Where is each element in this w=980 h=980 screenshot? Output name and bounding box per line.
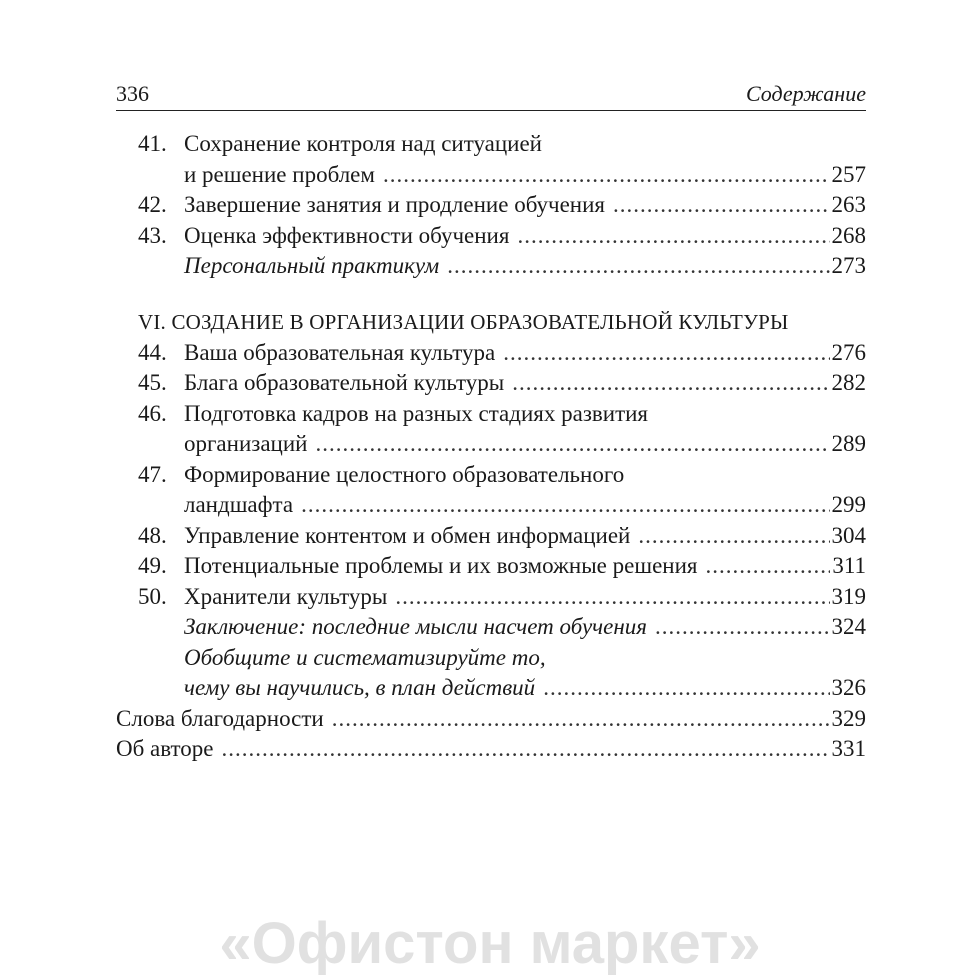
toc-entry-about-author [116, 734, 866, 765]
toc-entry-title-cont: организаций [184, 431, 308, 456]
toc-entry-page: 329 [831, 705, 866, 731]
dot-leader [383, 160, 830, 191]
toc-entry-title: Оценка эффективности обучения [184, 222, 510, 248]
toc-entry-title: Слова благодарности [116, 705, 324, 731]
toc-entry-page: 299 [831, 492, 866, 517]
toc-entry-43 [116, 221, 866, 252]
dot-leader [222, 734, 830, 765]
toc-entry-summary-line1 [116, 643, 866, 674]
toc-entry-page: 324 [831, 614, 866, 639]
toc-entry-number: 48. [138, 522, 167, 548]
dot-leader [638, 521, 829, 552]
toc-entry-number: 41. [138, 131, 167, 156]
toc-entry-number: 43. [138, 222, 167, 248]
toc-entry-number: 46. [138, 400, 167, 426]
dot-leader [315, 429, 829, 460]
toc-entry-number: 45. [138, 370, 167, 395]
dot-leader [512, 368, 829, 399]
toc-entry-49 [116, 551, 866, 582]
toc-entry-page: 273 [831, 253, 866, 278]
toc-entry-page: 289 [831, 431, 866, 456]
toc-entry-50 [116, 582, 866, 613]
toc-entry-title: Потенциальные проблемы и их возможные решения [184, 553, 698, 578]
toc-entry-title-cont: и решение проблем [184, 161, 375, 187]
dot-leader [395, 582, 829, 613]
toc-entry-page: 263 [831, 192, 866, 217]
toc-entry-number: 50. [138, 583, 167, 609]
toc-entry-42 [116, 190, 866, 221]
dot-leader [613, 190, 830, 221]
toc-entry-44 [116, 338, 866, 369]
toc-entry-summary-line2 [116, 673, 866, 704]
toc-entry-title: Управление контентом и обмен информацией [184, 522, 631, 548]
toc-entry-title: Об авторе [116, 736, 214, 761]
toc-entry-title: Обобщите и систематизируйте то, [184, 644, 546, 670]
toc-entry-title-cont: чему вы научились, в план действий [184, 675, 536, 700]
toc-entry-acknowledgements [116, 704, 866, 735]
toc-entry-45 [116, 368, 866, 399]
toc-entry-page: 319 [831, 583, 866, 609]
dot-leader [301, 490, 829, 521]
toc-entry-number: 47. [138, 461, 167, 487]
toc-entry-practicum [116, 251, 866, 282]
toc-entry-page: 326 [831, 675, 866, 700]
toc-entry-title-cont: ландшафта [184, 492, 294, 517]
toc-entry-number: 44. [138, 339, 167, 365]
toc-entry-page: 331 [831, 736, 866, 761]
toc-entry-page: 311 [832, 553, 866, 578]
toc-entry-46-line2 [116, 429, 866, 460]
toc-entry-number: 49. [138, 553, 167, 578]
running-title: Содержание [745, 81, 866, 106]
dot-leader [705, 551, 830, 582]
dot-leader [503, 338, 829, 369]
toc-entry-41-line1 [116, 129, 866, 160]
toc-entry-title: Формирование целостного образовательного [184, 461, 625, 487]
dot-leader [543, 673, 829, 704]
watermark-text: «Офистон маркет» [219, 911, 761, 976]
toc-entry-title: Сохранение контроля над ситуацией [184, 131, 542, 156]
toc-entry-47-line1 [116, 460, 866, 491]
table-of-contents [116, 129, 866, 765]
toc-entry-page: 282 [831, 370, 866, 395]
dot-leader [517, 221, 829, 252]
page-number: 336 [116, 81, 149, 106]
toc-entry-title: Персональный практикум [184, 253, 440, 278]
toc-entry-page: 257 [831, 161, 866, 187]
toc-entry-title: Блага образовательной культуры [184, 370, 505, 395]
toc-entry-47-line2 [116, 490, 866, 521]
toc-entry-page: 304 [831, 522, 866, 548]
toc-entry-48 [116, 521, 866, 552]
toc-entry-title: Завершение занятия и продление обучения [184, 192, 605, 217]
toc-entry-46-line1 [116, 399, 866, 430]
dot-leader [655, 612, 830, 643]
toc-entry-title: Заключение: последние мысли насчет обучения [184, 614, 647, 639]
toc-entry-title: Ваша образовательная культура [184, 339, 496, 365]
section-heading: VI. СОЗДАНИЕ В ОРГАНИЗАЦИИ ОБРАЗОВАТЕЛЬНОЙ КУЛЬТУРЫ [138, 309, 789, 334]
toc-page [116, 78, 866, 765]
toc-entry-conclusion [116, 612, 866, 643]
page-header [116, 78, 866, 111]
toc-entry-41-line2 [116, 160, 866, 191]
toc-entry-number: 42. [138, 192, 167, 217]
toc-entry-page: 268 [831, 222, 866, 248]
dot-leader [332, 704, 830, 735]
toc-entry-title: Подготовка кадров на разных стадиях развития [184, 400, 649, 426]
toc-entry-page: 276 [831, 339, 866, 365]
dot-leader [447, 251, 829, 282]
toc-entry-title: Хранители культуры [184, 583, 388, 609]
